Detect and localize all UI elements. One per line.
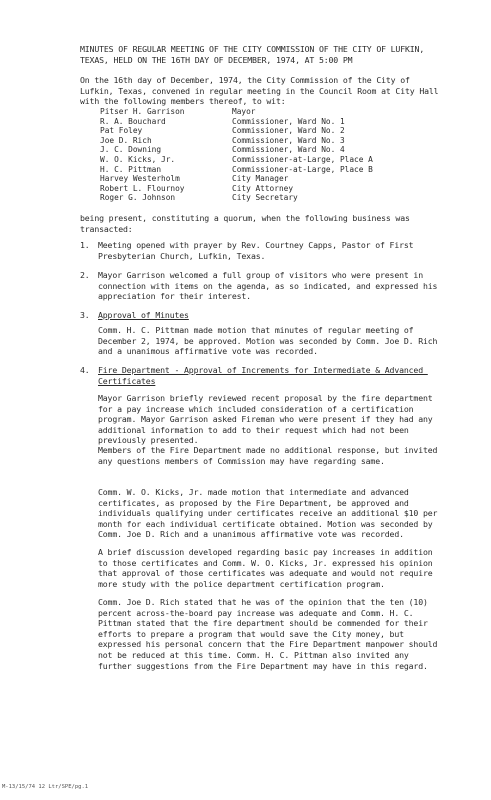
member-title: Commissioner, Ward No. 3 (232, 135, 345, 145)
roster-row (100, 155, 420, 165)
document-heading: MINUTES OF REGULAR MEETING OF THE CITY COMMISSION OF THE CITY OF LUFKIN, TEXAS, HELD ON THE 16TH DAY OF DECEMBER, 1974, AT 5:00 PM (80, 44, 429, 65)
fire-paragraph-5: Comm. Joe D. Rich stated that he was of the opinion that the ten (10) percent across-the-board pay increase was adequate and Comm. H. C. Pittman stated that the fire department should be commended for their efforts to prepare a program that would save the City money, but expressed his personal concern that the Fire Department manpower should not be reduced at this time. Comm. H. C. Pittman also invited any further suggestions from the Fire Department may have in this regard. (98, 597, 443, 671)
member-title: Commissioner, Ward No. 4 (232, 145, 345, 155)
member-title: Commissioner-at-Large, Place A (232, 154, 373, 164)
roster-row (100, 145, 420, 155)
member-name: Pat Foley (100, 126, 143, 136)
agenda-item-3 (80, 310, 440, 321)
item-number: 4. (80, 365, 90, 375)
roster-row (100, 165, 420, 175)
item-text: Mayor Garrison welcomed a full group of visitors who were present in connection with items on the agenda, as so indicated, and expressed his appreciation for their interest. (98, 270, 443, 302)
member-name: J. C. Downing (100, 145, 162, 155)
member-name: Robert L. Flournoy (100, 183, 185, 193)
member-name: Roger G. Johnson (100, 193, 176, 203)
member-name: Joe D. Rich (100, 135, 152, 145)
fire-paragraph-4: A brief discussion developed regarding basic pay increases in addition to those certificates and Comm. W. O. Kicks, Jr. expressed his opinion that approval of those certificates was adequate and would not require more study with the police department certification program. (98, 547, 438, 589)
fire-paragraph-1: Mayor Garrison briefly reviewed recent proposal by the fire department for a pay increase which included consideration of a certification program. Mayor Garrison asked Fireman who were present if they had any additional information to add to their request which had not been previously presented. (98, 393, 438, 446)
item-number: 1. (80, 240, 90, 250)
roster-row (100, 184, 420, 194)
member-name: Pitser H. Garrison (100, 107, 185, 116)
roster-row (100, 107, 420, 117)
member-title: City Attorney (232, 183, 294, 193)
fire-paragraph-2: Members of the Fire Department made no additional response, but invited any questions members of Commission may have regarding same. (98, 445, 443, 466)
agenda-item-1 (80, 240, 440, 261)
member-name: R. A. Bouchard (100, 116, 166, 126)
page-footer-code: M-13/15/74 12 Ltr/SPE/pg.1 (2, 784, 89, 790)
roster-row (100, 126, 420, 136)
member-name: H. C. Pittman (100, 164, 162, 174)
minutes-approval-paragraph: Comm. H. C. Pittman made motion that minutes of regular meeting of December 2, 1974, be approved. Motion was seconded by Comm. Joe D. Rich and a unanimous affirmative vote was recorded. (98, 325, 443, 357)
member-title: Commissioner-at-Large, Place B (232, 164, 373, 174)
member-title: Commissioner, Ward No. 1 (232, 116, 345, 126)
item-title: Fire Department - Approval of Increments for Intermediate & Advanced Certificates (98, 365, 428, 386)
intro-paragraph: On the 16th day of December, 1974, the City Commission of the City of Lufkin, Texas, convened in regular meeting in the Council Room at City Hall with the following members thereof, to wit: (80, 75, 444, 107)
agenda-item-2 (80, 270, 443, 302)
member-title: Mayor (232, 107, 256, 116)
member-title: Commissioner, Ward No. 2 (232, 126, 345, 136)
roster-row (100, 136, 420, 146)
roster-row (100, 174, 420, 184)
item-number: 2. (80, 270, 90, 280)
agenda-item-4 (80, 365, 440, 386)
roster-row (100, 193, 420, 203)
fire-paragraph-3: Comm. W. O. Kicks, Jr. made motion that intermediate and advanced certificates, as proposed by the Fire Department, be approved and individuals qualifying under certificates receive an additional $10 per month for each individual certificate obtained. Motion was seconded by Comm. Joe D. Rich and a unanimous affirmative vote was recorded. (98, 487, 443, 540)
quorum-statement: being present, constituting a quorum, when the following business was transacted: (80, 213, 415, 234)
member-name: Harvey Westerholm (100, 174, 180, 184)
roster-row (100, 117, 420, 127)
item-number: 3. (80, 310, 90, 320)
attendance-roster (100, 107, 420, 203)
item-title: Approval of Minutes (98, 310, 189, 320)
item-text: Meeting opened with prayer by Rev. Courtney Capps, Pastor of First Presbyterian Church, Lufkin, Texas. (98, 240, 419, 261)
member-name: W. O. Kicks, Jr. (100, 154, 176, 164)
member-title: City Manager (232, 174, 289, 184)
member-title: City Secretary (232, 193, 298, 203)
